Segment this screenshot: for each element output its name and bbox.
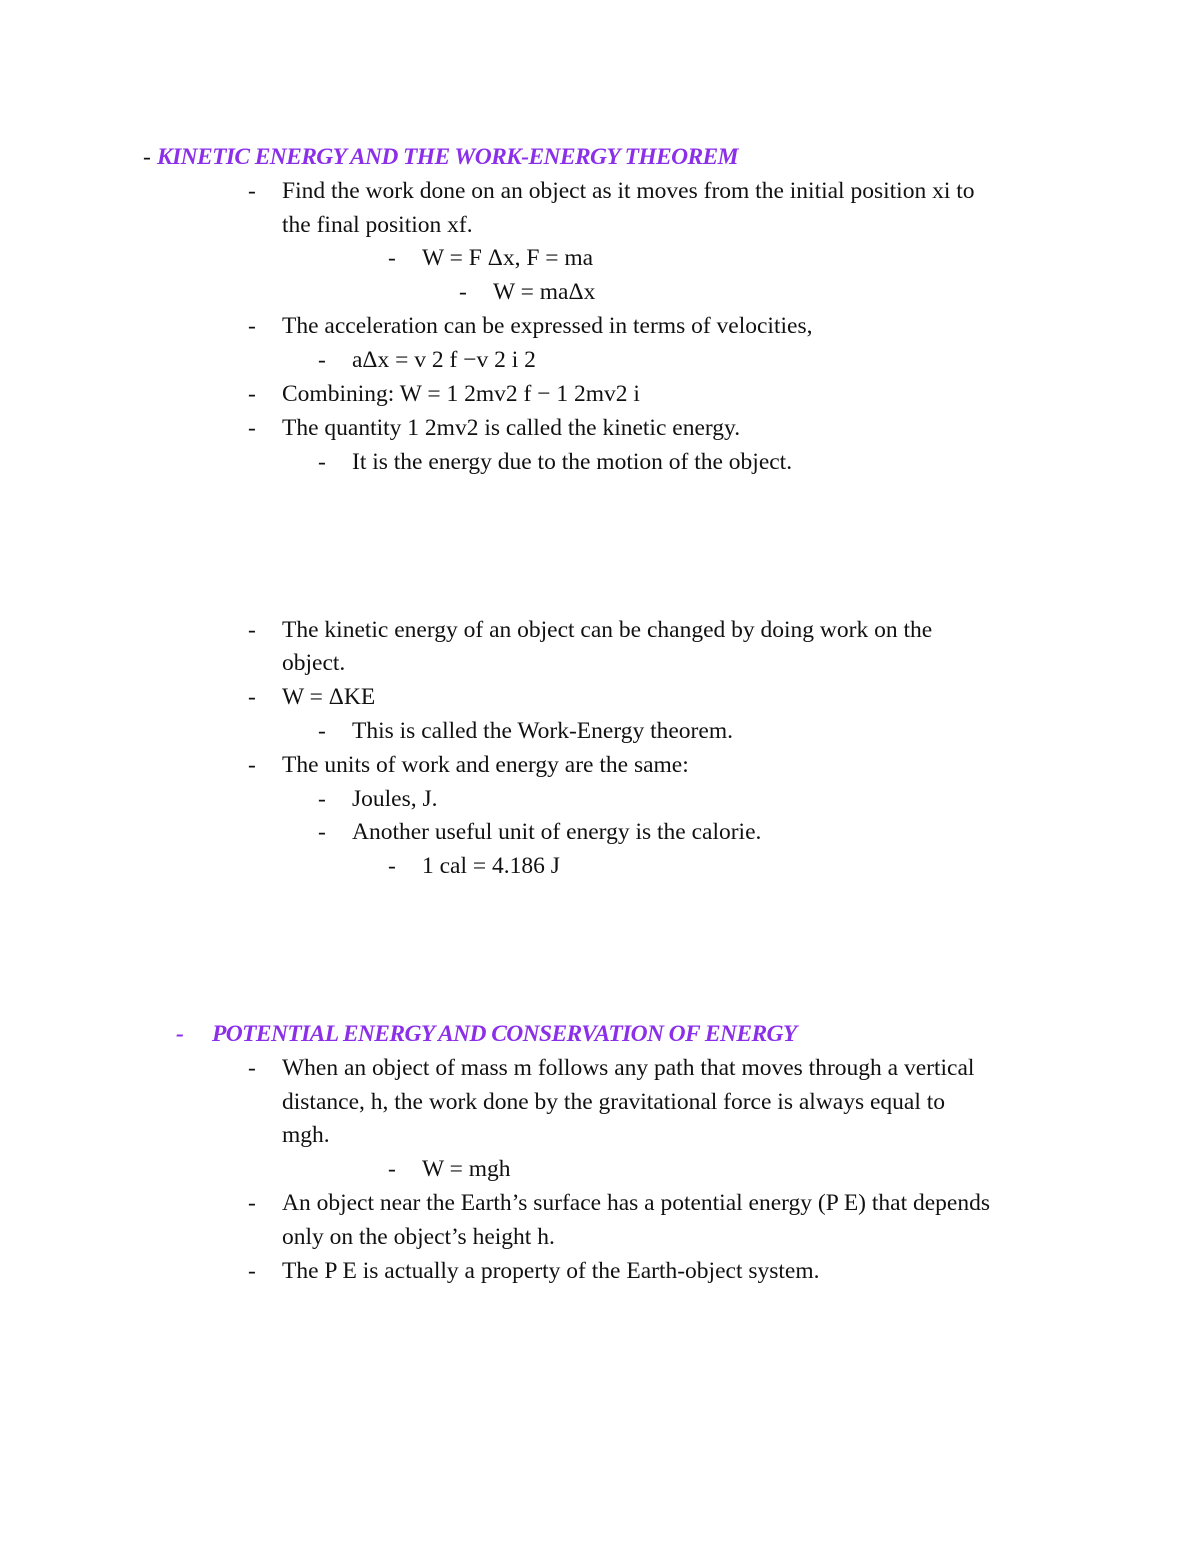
list-item-text: Find the work done on an object as it moves from the initial position xi to (282, 178, 975, 204)
bullet-dash: - (248, 313, 256, 339)
list-item-text: It is the energy due to the motion of the object. (352, 449, 793, 475)
formula-text: aΔx = v 2 f −v 2 i 2 (352, 347, 536, 373)
heading-text: KINETIC ENERGY AND THE WORK-ENERGY THEOREM (157, 144, 738, 170)
bullet-dash: - (388, 245, 396, 271)
bullet-dash: - (388, 853, 396, 879)
list-item-text: The units of work and energy are the same: (282, 752, 689, 778)
bullet-dash: - (459, 279, 467, 305)
bullet-dash: - (248, 381, 256, 407)
bullet-dash: - (248, 1055, 256, 1081)
list-item-text: The quantity 1 2mv2 is called the kinetic energy. (282, 415, 741, 441)
list-item-text: distance, h, the work done by the gravitational force is always equal to (282, 1089, 946, 1115)
heading-text: POTENTIAL ENERGY AND CONSERVATION OF ENERGY (212, 1021, 797, 1047)
bullet-dash: - (318, 786, 326, 812)
list-item-text: An object near the Earth’s surface has a potential energy (P E) that depends (282, 1190, 991, 1216)
bullet-dash: - (318, 718, 326, 744)
bullet-dash: - (318, 347, 326, 373)
list-item-text: The P E is actually a property of the Earth-object system. (282, 1258, 820, 1284)
formula-text: W = F Δx, F = ma (422, 245, 594, 271)
bullet-dash: - (248, 1258, 256, 1284)
bullet-dash: - (318, 449, 326, 475)
formula-text: W = ΔKE (282, 684, 376, 710)
bullet-dash: - (388, 1156, 396, 1182)
bullet-dash: - (248, 684, 256, 710)
bullet-dash: - (143, 144, 151, 170)
list-item-text: mgh. (282, 1122, 330, 1148)
formula-text: W = maΔx (493, 279, 596, 305)
bullet-dash: - (248, 415, 256, 441)
list-item-text: Another useful unit of energy is the calorie. (352, 819, 762, 845)
list-item-text: Joules, J. (352, 786, 438, 812)
list-item-text: When an object of mass m follows any path that moves through a vertical (282, 1055, 975, 1081)
bullet-dash: - (248, 178, 256, 204)
list-item-text: object. (282, 650, 346, 676)
list-item-text: The acceleration can be expressed in terms of velocities, (282, 313, 813, 339)
bullet-dash: - (248, 617, 256, 643)
bullet-dash: - (248, 1190, 256, 1216)
list-item-text: The kinetic energy of an object can be changed by doing work on the (282, 617, 933, 643)
bullet-dash: - (318, 819, 326, 845)
list-item-text: the final position xf. (282, 212, 473, 238)
formula-text: W = mgh (422, 1156, 511, 1182)
list-item-text: This is called the Work-Energy theorem. (352, 718, 733, 744)
formula-text: 1 cal = 4.186 J (422, 853, 560, 879)
list-item-text: only on the object’s height h. (282, 1224, 555, 1250)
list-item-text: Combining: W = 1 2mv2 f − 1 2mv2 i (282, 381, 640, 407)
bullet-dash: - (248, 752, 256, 778)
bullet-dash: - (176, 1021, 184, 1047)
